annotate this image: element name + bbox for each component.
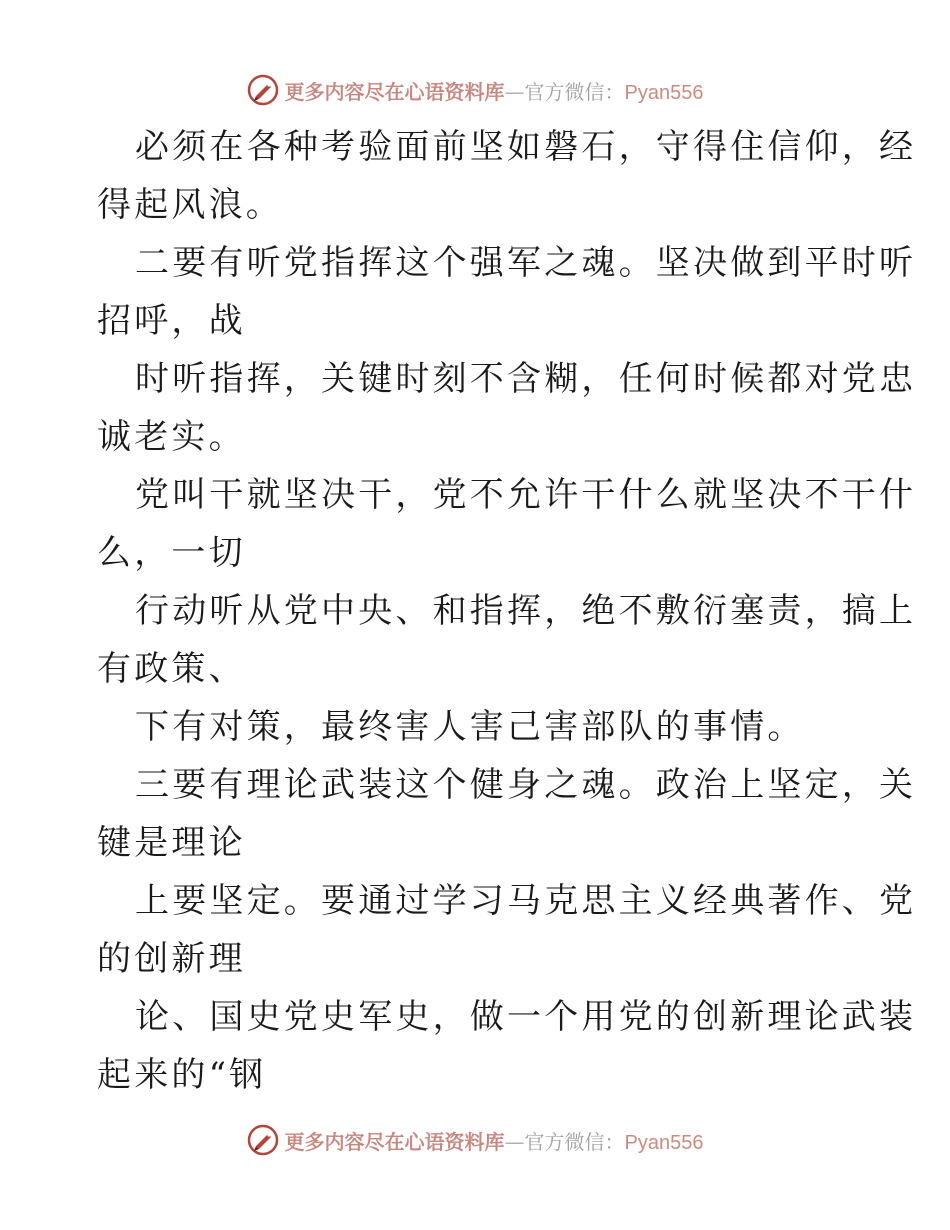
- footer-watermark: [0, 1120, 950, 1160]
- watermark-id: Pyan556: [624, 81, 704, 104]
- watermark-main: 更多内容尽在心语资料库: [284, 79, 505, 104]
- header-watermark: [0, 70, 950, 110]
- text-line: 党叫干就坚决干，党不允许干什么就坚决不干什: [135, 475, 917, 515]
- text-line: 的创新理: [97, 939, 246, 979]
- text-line: 必须在各种考验面前坚如磐石，守得住信仰，经: [135, 127, 917, 167]
- text-line: 行动听从党中央、和指挥，绝不敷衍塞责，搞上: [135, 591, 917, 631]
- watermark-dash: —: [504, 1129, 525, 1154]
- text-line: 诚老实。: [97, 417, 246, 457]
- watermark-official: 官方微信：: [524, 1129, 625, 1154]
- watermark-main: 更多内容尽在心语资料库: [284, 1129, 505, 1154]
- pen-logo-icon: [247, 74, 279, 106]
- text-line: 键是理论: [97, 823, 246, 863]
- text-line: 时听指挥，关键时刻不含糊，任何时候都对党忠: [135, 359, 917, 399]
- text-line: 下有对策，最终害人害己害部队的事情。: [135, 707, 805, 747]
- watermark-dash: —: [504, 79, 525, 104]
- pen-logo-icon: [247, 1124, 279, 1156]
- text-line: 二要有听党指挥这个强军之魂。坚决做到平时听: [135, 243, 917, 283]
- watermark-text: [285, 76, 704, 105]
- text-line: 论、国史党史军史，做一个用党的创新理论武装: [135, 997, 917, 1037]
- text-line: 招呼，战: [97, 301, 246, 341]
- text-line: 起来的“钢: [97, 1055, 267, 1095]
- watermark-official: 官方微信：: [524, 79, 625, 104]
- watermark-id: Pyan556: [624, 1131, 704, 1154]
- text-line: 上要坚定。要通过学习马克思主义经典著作、党: [135, 881, 917, 921]
- document-body: [97, 118, 917, 1104]
- text-line: 三要有理论武装这个健身之魂。政治上坚定，关: [135, 765, 917, 805]
- text-line: 有政策、: [97, 649, 246, 689]
- text-line: 得起风浪。: [97, 185, 283, 225]
- watermark-text: [285, 1126, 704, 1155]
- text-line: 么，一切: [97, 533, 246, 573]
